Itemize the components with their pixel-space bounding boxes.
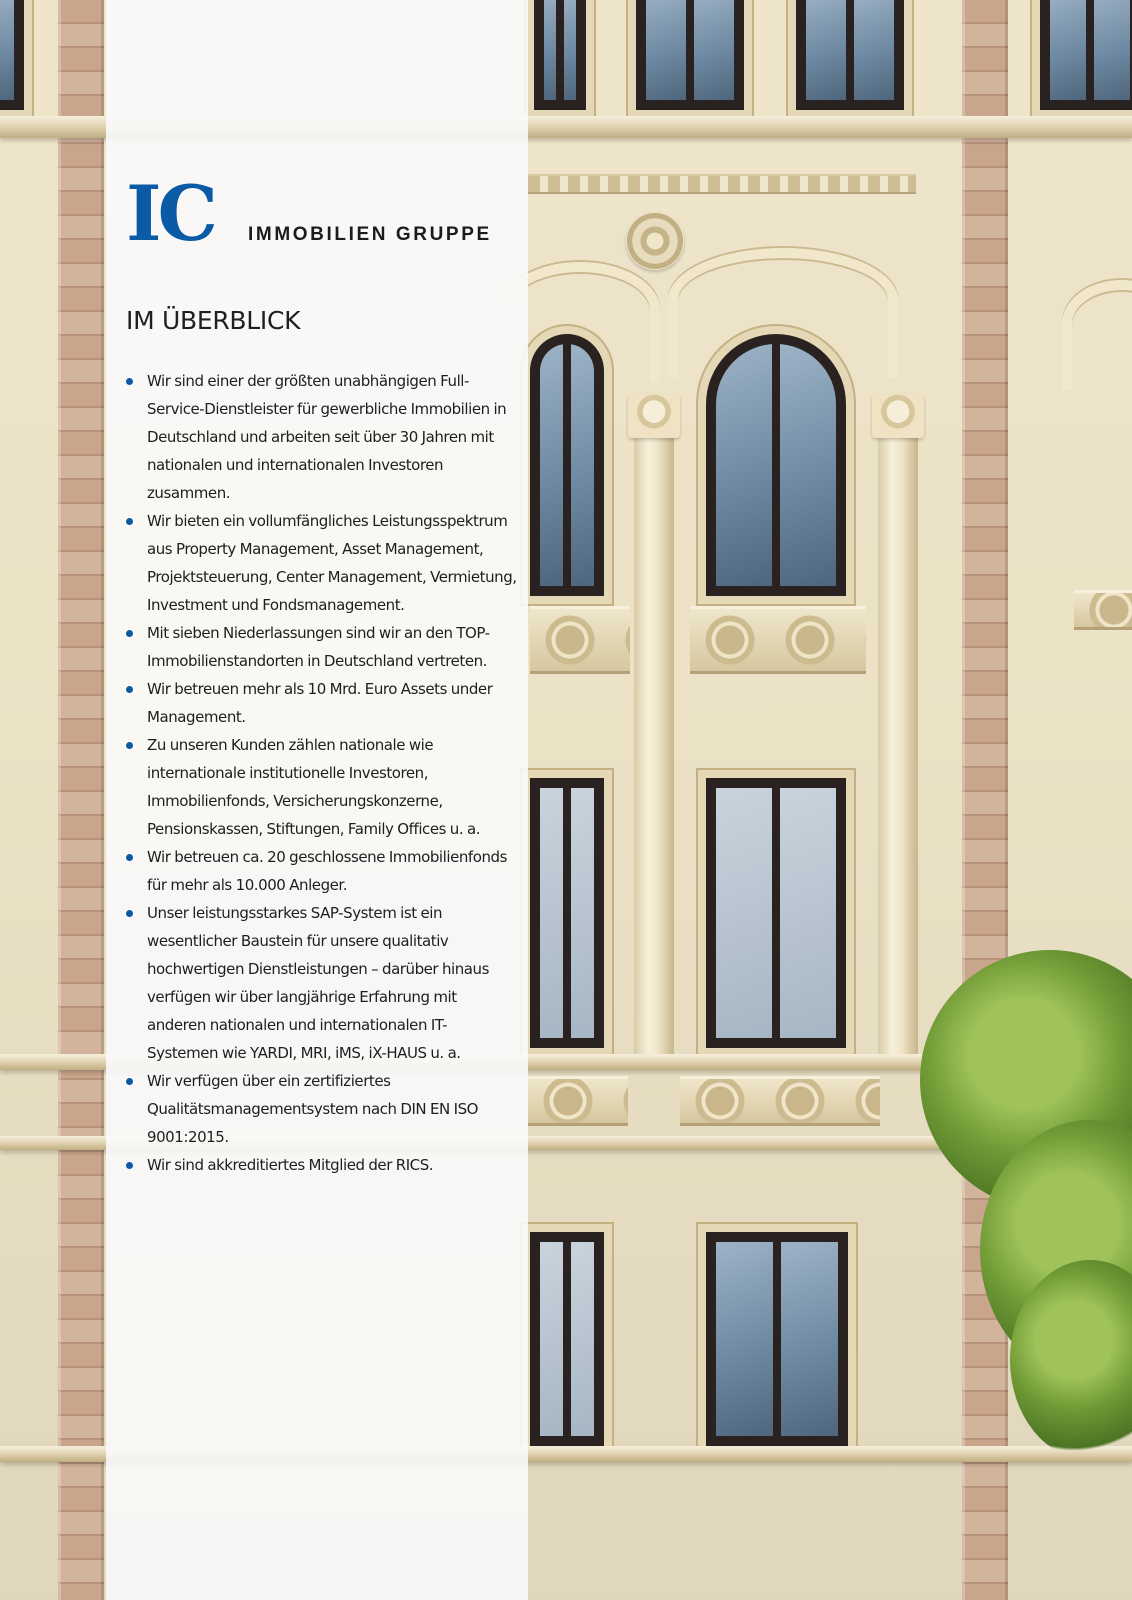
window [706,778,846,1048]
rosette-ornament [626,212,684,270]
column [878,398,918,1058]
bullet-dot-icon [126,1162,133,1169]
column-capital [872,394,924,438]
section-heading: IM ÜBERBLICK [126,306,301,335]
bullet-dot-icon [126,630,133,637]
window [534,0,586,110]
bullet-text: Wir sind einer der größten unabhängigen Full-Service-Dienstleister für gewerbliche Immobilien in Deutschland und arbeiten seit über 30 Jahren mit nationalen und internationalen Investoren zusammen. [147,372,507,502]
balustrade [680,1076,880,1126]
window [0,0,24,110]
balustrade [528,1076,628,1126]
balustrade [1074,590,1132,630]
bullet-item [126,1067,518,1151]
bullet-text: Mit sieben Niederlassungen sind wir an den TOP-Immobilienstandorten in Deutschland vertreten. [147,624,490,670]
bullet-dot-icon [126,854,133,861]
bullet-dot-icon [126,518,133,525]
bullet-text: Wir sind akkreditiertes Mitglied der RICS. [147,1156,434,1174]
text-panel [106,0,528,1600]
logo-wordmark: IMMOBILIEN GRUPPE [248,224,492,245]
bullet-dot-icon [126,378,133,385]
arch-molding [1062,280,1132,390]
dentil-frieze [528,174,916,194]
column-capital [628,394,680,438]
bullet-item [126,1151,518,1179]
window [530,334,604,596]
logo-mark: IC [126,169,215,258]
balustrade [690,606,866,674]
bullet-item [126,731,518,843]
bullet-item [126,507,518,619]
window [1040,0,1132,110]
bullet-item [126,675,518,731]
bullet-text: Unser leistungsstarkes SAP-System ist ein wesentlicher Baustein für unsere qualitativ hochwertigen Dienstleistungen – darüber hinaus verfügen wir über langjährige Erfahrung mit anderen nationalen und internationalen IT-Systemen wie YARDI, MRI, iMS, iX-HAUS u. a. [147,904,489,1062]
bullet-item [126,619,518,675]
column [634,398,674,1058]
bullet-dot-icon [126,742,133,749]
bullet-dot-icon [126,910,133,917]
bullet-text: Wir verfügen über ein zertifiziertes Qualitätsmanagementsystem nach DIN EN ISO 9001:2015. [147,1072,479,1146]
bullet-text: Wir bieten ein vollumfängliches Leistungsspektrum aus Property Management, Asset Management, Projektsteuerung, Center Management, Vermietung, Investment und Fondsmanagement. [147,512,517,614]
left-pilaster [58,0,104,1600]
bullet-item [126,843,518,899]
bullet-dot-icon [126,1078,133,1085]
bullet-item [126,899,518,1067]
balustrade [530,606,630,674]
bullet-text: Wir betreuen ca. 20 geschlossene Immobilienfonds für mehr als 10.000 Anleger. [147,848,507,894]
window [636,0,744,110]
window [530,1232,604,1446]
window [530,778,604,1048]
window [706,1232,848,1446]
overview-bullet-list [126,367,518,1179]
bullet-dot-icon [126,686,133,693]
window [796,0,904,110]
window [706,334,846,596]
company-logo [126,169,492,258]
bullet-text: Wir betreuen mehr als 10 Mrd. Euro Assets under Management. [147,680,493,726]
bullet-text: Zu unseren Kunden zählen nationale wie internationale institutionelle Investoren, Immobilienfonds, Versicherungskonzerne, Pensionskassen, Stiftungen, Family Offices u. a. [147,736,481,838]
bullet-item [126,367,518,507]
right-pilaster [962,0,1008,1600]
